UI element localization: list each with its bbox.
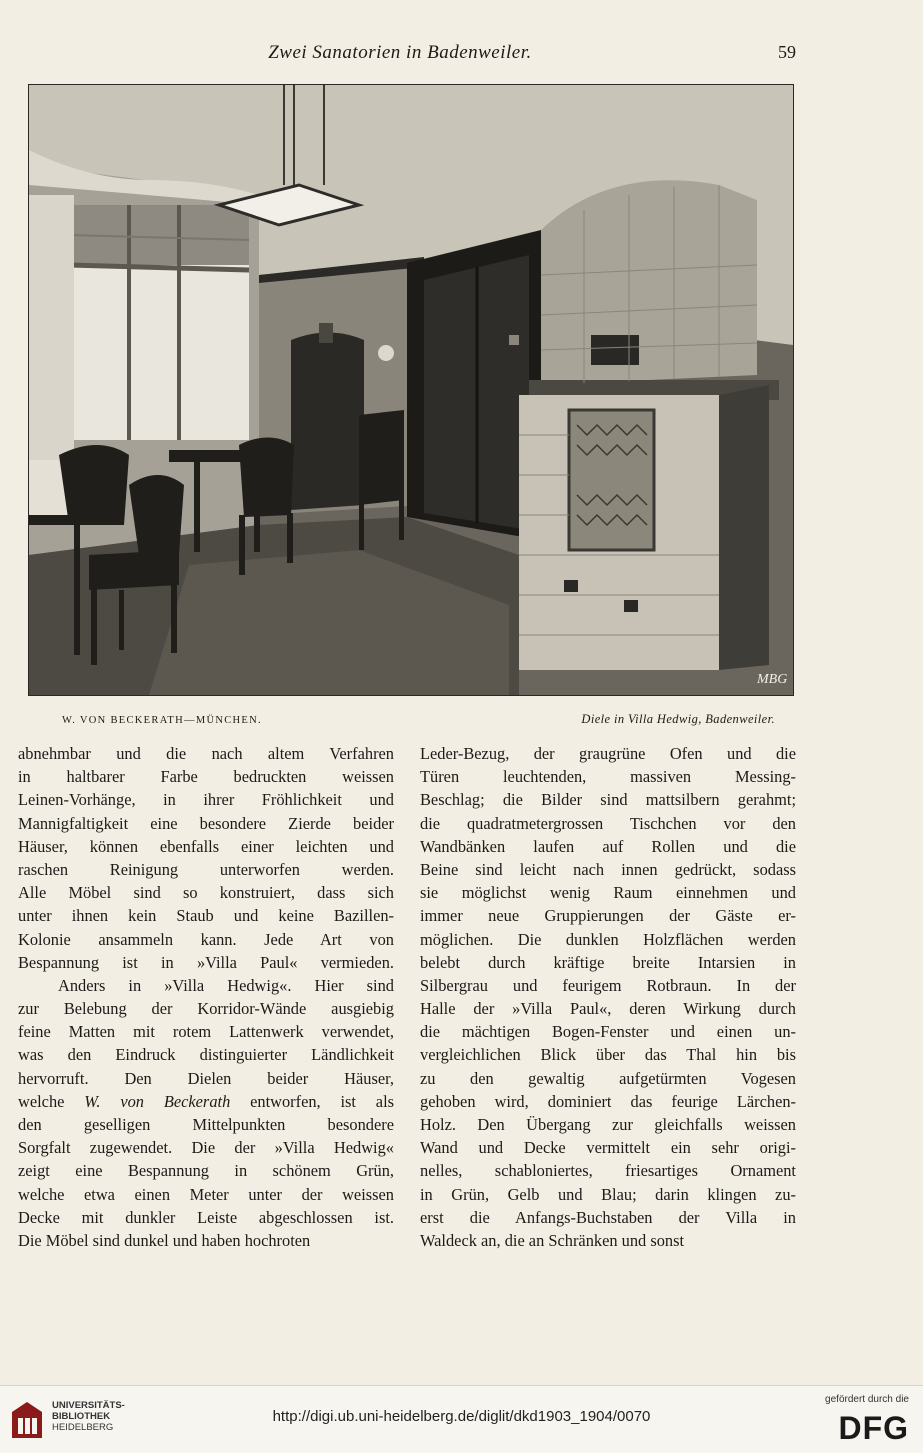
text-line: hervorruft. Den Dielen beider Häuser, [18,1068,394,1088]
photo-caption: Diele in Villa Hedwig, Badenweiler. [581,712,775,726]
text-line: Beine sind leicht nach innen gedrückt, sodass [420,859,796,879]
text-line: zeigt eine Bespannung in schönem Grün, [18,1161,394,1181]
text-line: Kolonie ansammeln kann. Jede Art von [18,929,394,949]
text-column-left [18,742,394,1252]
text-line: nelles, schabloniertes, friesartiges Ornament [420,1161,796,1181]
text-line: Mannigfaltigkeit eine besondere Zierde beider [18,813,394,833]
text-line: die quadratmetergrossen Tischchen vor den [420,813,796,833]
text-line: belebt durch kräftige breite Intarsien in [420,952,796,972]
text-line: immer neue Gruppierungen der Gäste er- [420,906,796,926]
text-line: Wandbänken laufen auf Rollen und die [420,836,796,856]
text-line: die mächtigen Bogen-Fenster und einen un- [420,1022,796,1042]
text-line: Leinen-Vorhänge, in ihrer Fröhlichkeit und [18,790,394,810]
text-line: Holz. Den Übergang zur gleichfalls weissen [420,1115,796,1134]
text-line: Die Möbel sind dunkel und haben hochroten [18,1230,311,1250]
text-line: Alle Möbel sind so konstruiert, dass sich [18,883,394,903]
library-name: UNIVERSITÄTS- BIBLIOTHEK HEIDELBERG [52,1400,125,1433]
permalink-url[interactable]: http://digi.ub.uni-heidelberg.de/diglit/dkd1903_1904/0070 [272,1408,651,1425]
text-line: Häuser, können ebenfalls einer leichten und [18,836,394,856]
text-line: den geselligen Mittelpunkten besondere [18,1115,394,1134]
text-line: Silbergrau und feurigem Rotbraun. In der [420,975,796,995]
text-line: Decke mit dunkler Leiste abgeschlossen ist. [18,1207,394,1227]
text-line: zur Belebung der Korridor-Wände ausgiebig [18,999,394,1019]
text-line: abnehmbar und die nach altem Verfahren [18,744,394,763]
text-line: welche etwa einen Meter unter der weissen [18,1184,394,1204]
text-line: Bespannung ist in »Villa Paul« vermieden. [18,952,394,972]
text-line: was den Eindruck distinguierter Ländlichkeit [18,1045,394,1065]
text-line: vergleichlichen Blick über das Thal hin bis [420,1045,796,1065]
text-line: raschen Reinigung unterworfen werden. [18,859,394,879]
text-line: erst die Anfangs-Buchstaben der Villa in [420,1207,796,1227]
photo-plate [28,84,794,696]
page-number: 59 [778,42,796,62]
text-line: Halle der »Villa Paul«, deren Wirkung durch [420,999,796,1019]
photo-credit: W. VON BECKERATH—MÜNCHEN. [62,715,262,726]
plate-monogram: MBG [757,672,788,687]
text-line: Sorgfalt zugewendet. Die der »Villa Hedwig« [18,1138,394,1158]
text-line: Wand und Decke vermittelt ein sehr origi- [420,1138,796,1158]
room-photograph [29,85,793,695]
text-line: in Grün, Gelb und Blau; darin klingen zu- [420,1184,796,1204]
text-line: sie möglichst wenig Raum einnehmen und [420,883,796,903]
running-head [0,42,923,68]
text-line: feine Matten mit rotem Lattenwerk verwendet, [18,1022,394,1042]
text-line: zu den gewaltig aufgetürmten Vogesen [420,1068,796,1088]
footer-bar [0,1385,923,1453]
text-line: in haltbarer Farbe bedruckten weissen [18,767,394,787]
text-column-right [420,742,796,1252]
dfg-logo: DFG [838,1410,909,1446]
tiled-stove [519,180,779,670]
text-line: Leder-Bezug, der graugrüne Ofen und die [420,744,796,763]
running-title: Zwei Sanatorien in Badenweiler. [268,42,532,63]
text-line: Anders in »Villa Hedwig«. Hier sind [58,975,394,995]
text-line: gehoben wird, dominiert das feurige Lärchen- [420,1091,796,1111]
text-line: unter ihnen kein Staub und keine Bazillen- [18,906,394,926]
funding-note: gefördert durch die [825,1394,909,1405]
text-line: Türen leuchtenden, massiven Messing- [420,767,796,787]
text-line: welche W. von Beckerath entworfen, ist als [18,1091,394,1111]
text-line: Beschlag; die Bilder sind mattsilbern gerahmt; [420,790,796,810]
text-line: möglichen. Die dunklen Holzflächen werden [420,929,796,949]
text-line: Waldeck an, die an Schränken und sonst [420,1230,685,1250]
